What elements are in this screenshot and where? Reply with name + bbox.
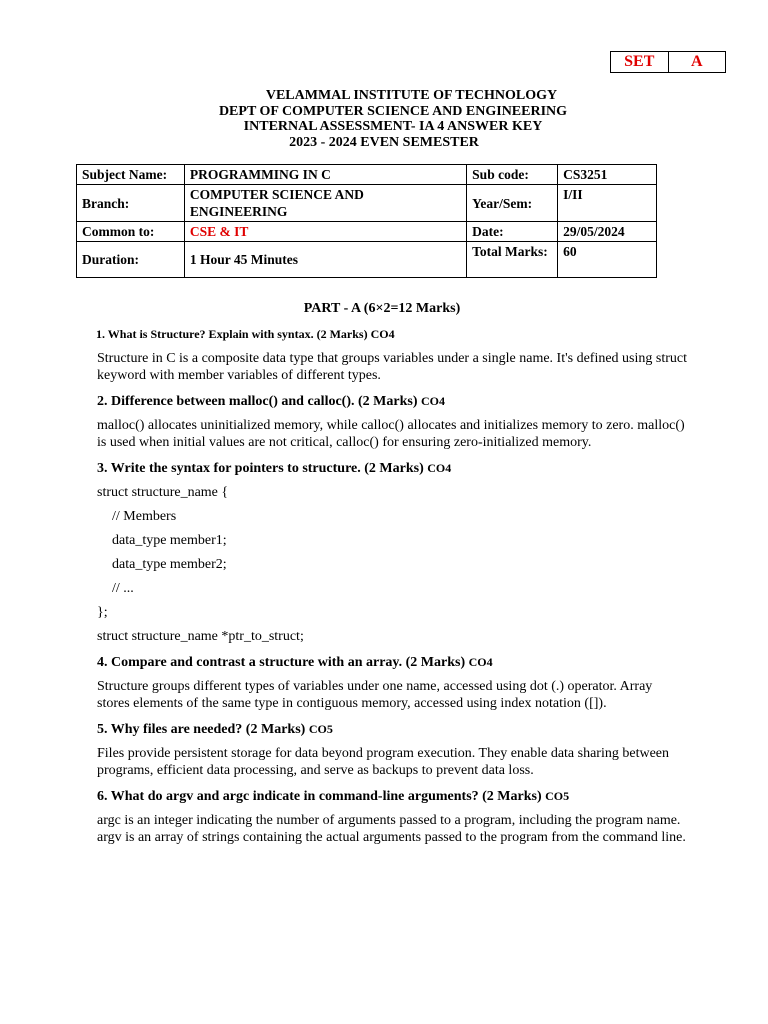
question-4: 4. Compare and contrast a structure with an array. (2 Marks) CO4 — [97, 655, 493, 670]
question-5: 5. Why files are needed? (2 Marks) CO5 — [97, 722, 333, 737]
set-box — [610, 51, 726, 73]
part-title: PART - A (6×2=12 Marks) — [303, 301, 461, 316]
code-line: data_type member2; — [112, 557, 227, 572]
department-name: DEPT OF COMPUTER SCIENCE AND ENGINEERING — [218, 103, 568, 119]
subject-value: PROGRAMMING IN C — [184, 165, 466, 185]
date-value: 29/05/2024 — [558, 222, 657, 242]
answer-5: Files provide persistent storage for data beyond program execution. They enable data sharing between programs, efficient data processing, and serve as backups to prevent data loss. — [97, 746, 669, 778]
marks-label: Total Marks: — [467, 242, 558, 278]
common-label: Common to: — [77, 222, 185, 242]
date-label: Date: — [467, 222, 558, 242]
common-value: CSE & IT — [184, 222, 466, 242]
code-line: struct structure_name *ptr_to_struct; — [97, 629, 304, 644]
answer-1: Structure in C is a composite data type that groups variables under a single name. It's defined using struct keyword with member variables of different types. — [97, 351, 687, 383]
document-header — [0, 88, 768, 150]
code-line: data_type member1; — [112, 533, 227, 548]
set-value: A — [690, 53, 703, 70]
answer-6: argc is an integer indicating the number of arguments passed to a program, including the program name. argv is an array of strings containing the actual arguments passed to the program from the command line. — [97, 813, 686, 845]
code-line: }; — [97, 605, 108, 620]
semester: 2023 - 2024 EVEN SEMESTER — [289, 134, 479, 150]
question-6: 6. What do argv and argc indicate in command-line arguments? (2 Marks) CO5 — [97, 789, 570, 804]
subcode-label: Sub code: — [467, 165, 558, 185]
marks-value: 60 — [558, 242, 657, 278]
code-line: // Members — [112, 509, 177, 524]
subject-label: Subject Name: — [77, 165, 185, 185]
yearsem-value: I/II — [558, 185, 657, 222]
subcode-value: CS3251 — [558, 165, 657, 185]
branch-label: Branch: — [77, 185, 185, 222]
duration-label: Duration: — [77, 242, 185, 278]
question-3: 3. Write the syntax for pointers to structure. (2 Marks) CO4 — [97, 461, 452, 476]
code-line: // ... — [112, 581, 134, 596]
duration-value: 1 Hour 45 Minutes — [184, 242, 466, 278]
question-2: 2. Difference between malloc() and calloc(). (2 Marks) CO4 — [97, 394, 445, 409]
institute-name: VELAMMAL INSTITUTE OF TECHNOLOGY — [265, 88, 558, 103]
exam-title: INTERNAL ASSESSMENT- IA 4 ANSWER KEY — [243, 119, 543, 134]
info-table — [76, 164, 657, 278]
branch-value: COMPUTER SCIENCE AND ENGINEERING — [184, 185, 466, 222]
answer-2: malloc() allocates uninitialized memory, while calloc() allocates and initializes memory to zero. malloc() is used when initial values are not critical, calloc() for ensuring zero-initialized memory. — [97, 418, 685, 450]
yearsem-label: Year/Sem: — [467, 185, 558, 222]
code-block — [97, 484, 687, 645]
set-label: SET — [611, 52, 669, 72]
code-line: struct structure_name { — [97, 485, 229, 500]
answer-content — [97, 300, 687, 846]
question-1: 1. What is Structure? Explain with syntax. (2 Marks) CO4 — [96, 327, 395, 341]
answer-4: Structure groups different types of variables under one name, accessed using dot (.) operator. Array stores elements of the same type in contiguous memory, accessed using index notation ([]). — [97, 679, 653, 711]
